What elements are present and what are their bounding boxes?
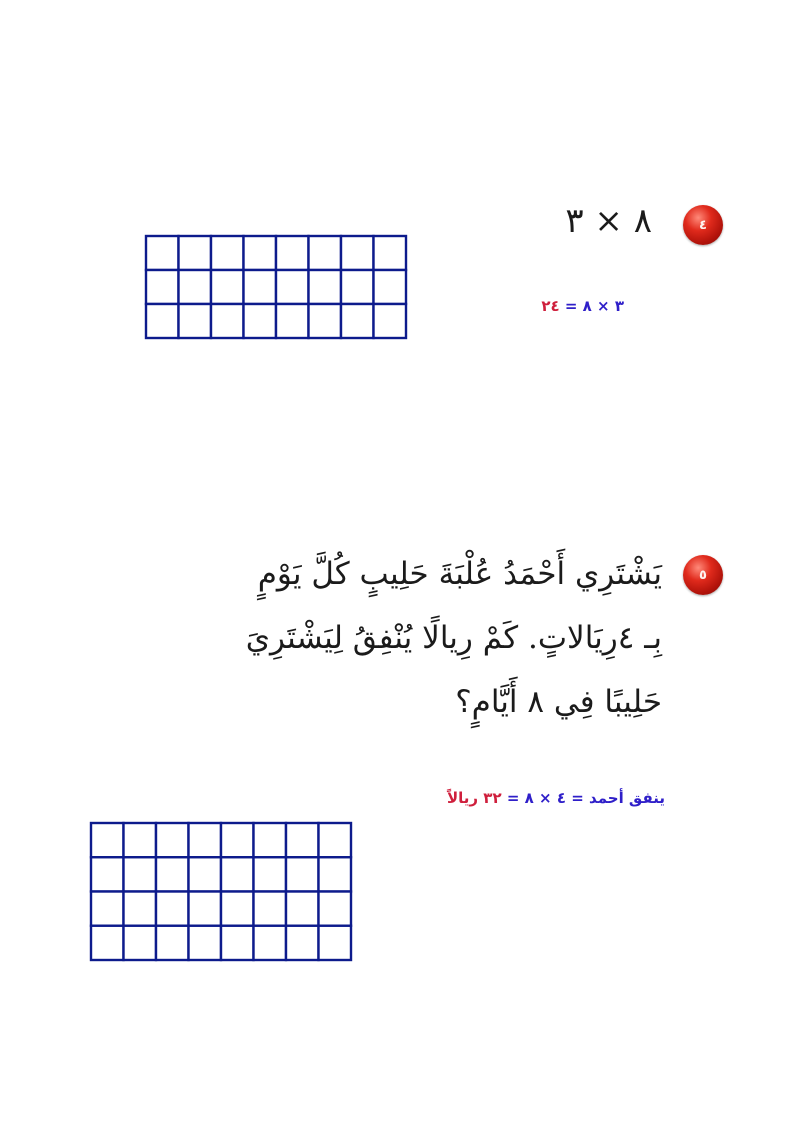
problem-4-grid-cell [374, 304, 407, 338]
problem-5-grid-cell [124, 892, 157, 926]
problem-5-grid-cell [221, 823, 254, 857]
problem-5-answer-subject: ينفق أحمد [589, 789, 665, 807]
problem-4-answer-lhs: ٣ × ٨ [582, 297, 624, 315]
problem-5-grid-cell [254, 857, 287, 891]
problem-4-grid-cell [309, 236, 342, 270]
problem-5-grid-cell [319, 857, 352, 891]
problem-4-grid-cell [146, 270, 179, 304]
problem-5-grid-cell [91, 892, 124, 926]
problem-5-grid-cell [286, 926, 319, 960]
problem-5-grid-cell [286, 892, 319, 926]
problem-4-grid-cell [179, 236, 212, 270]
problem-5-grid-cell [156, 823, 189, 857]
problem-4-grid-cell [374, 236, 407, 270]
problem-4-number-badge [683, 205, 723, 245]
problem-4-grid-cell [341, 270, 374, 304]
problem-5-answer-equals-2: = [506, 789, 520, 807]
problem-4-grid-cell [244, 304, 277, 338]
problem-5-grid-cell [254, 926, 287, 960]
problem-5-grid-cell [189, 892, 222, 926]
problem-5-answer-equals-1: = [571, 789, 584, 807]
problem-5-grid-cell [221, 892, 254, 926]
problem-5-grid-cell [319, 926, 352, 960]
problem-5-grid-cell [156, 857, 189, 891]
problem-5-grid-cell [156, 892, 189, 926]
problem-5-number-badge [683, 555, 723, 595]
problem-5-grid-cell [319, 823, 352, 857]
problem-5-answer [447, 789, 665, 807]
problem-5-word-problem [192, 542, 662, 734]
problem-5-grid-cell [221, 926, 254, 960]
problem-5-grid-cell [189, 926, 222, 960]
problem-4-grid-cell [276, 236, 309, 270]
problem-5-grid-cell [91, 926, 124, 960]
problem-5-grid-cell [156, 926, 189, 960]
problem-5-line-3: حَلِيبًا فِي ٨ أَيَّامٍ؟ [455, 684, 662, 720]
problem-4-grid-cell [341, 304, 374, 338]
problem-4-answer-result: ٢٤ [541, 297, 560, 315]
problem-4-grid-cell [341, 236, 374, 270]
problem-4-grid-cell [179, 270, 212, 304]
problem-5-grid-cell [254, 823, 287, 857]
problem-5-array-grid [89, 821, 353, 962]
problem-4-array-grid [144, 234, 408, 340]
problem-5-line-2: بِـ ٤رِيَالاتٍ. كَمْ رِيالًا يُنْفِقُ لِيَشْتَرِيَ [245, 620, 662, 656]
problem-4-grid-cell [309, 270, 342, 304]
problem-4-answer-equals: = [564, 297, 578, 315]
problem-4-grid-cell [146, 304, 179, 338]
problem-5-line-1: يَشْتَرِي أَحْمَدُ عُلْبَةَ حَلِيبٍ كُلَّ يَوْمٍ [257, 556, 662, 592]
problem-5-grid-cell [189, 857, 222, 891]
problem-5-number: ٥ [699, 567, 707, 583]
problem-5-grid-cell [124, 823, 157, 857]
problem-5-grid-cell [254, 892, 287, 926]
problem-5-grid-cell [286, 823, 319, 857]
problem-5-grid-cell [91, 857, 124, 891]
problem-4-grid-cell [374, 270, 407, 304]
problem-5-grid-cell [124, 926, 157, 960]
problem-5-answer-lhs: ٤ × ٨ [524, 789, 566, 807]
problem-4-grid-cell [211, 236, 244, 270]
problem-4-grid-cell [244, 270, 277, 304]
problem-4-grid-cell [244, 236, 277, 270]
problem-4-number: ٤ [699, 217, 707, 233]
problem-4-grid-cell [211, 270, 244, 304]
problem-5-grid-cell [319, 892, 352, 926]
problem-5-answer-result: ٣٢ ريالاً [447, 789, 502, 807]
problem-5-grid-cell [189, 823, 222, 857]
problem-4-grid-cell [276, 304, 309, 338]
problem-4-answer [541, 297, 624, 315]
problem-4-grid-cell [211, 304, 244, 338]
problem-4-grid-cell [276, 270, 309, 304]
problem-5-grid-cell [286, 857, 319, 891]
problem-5-grid-cell [124, 857, 157, 891]
problem-5-grid-cell [221, 857, 254, 891]
problem-4-expression: ٨ × ٣ [565, 201, 652, 241]
problem-4-grid-cell [179, 304, 212, 338]
problem-4-grid-cell [309, 304, 342, 338]
problem-4-grid-cell [146, 236, 179, 270]
problem-5-grid-cell [91, 823, 124, 857]
